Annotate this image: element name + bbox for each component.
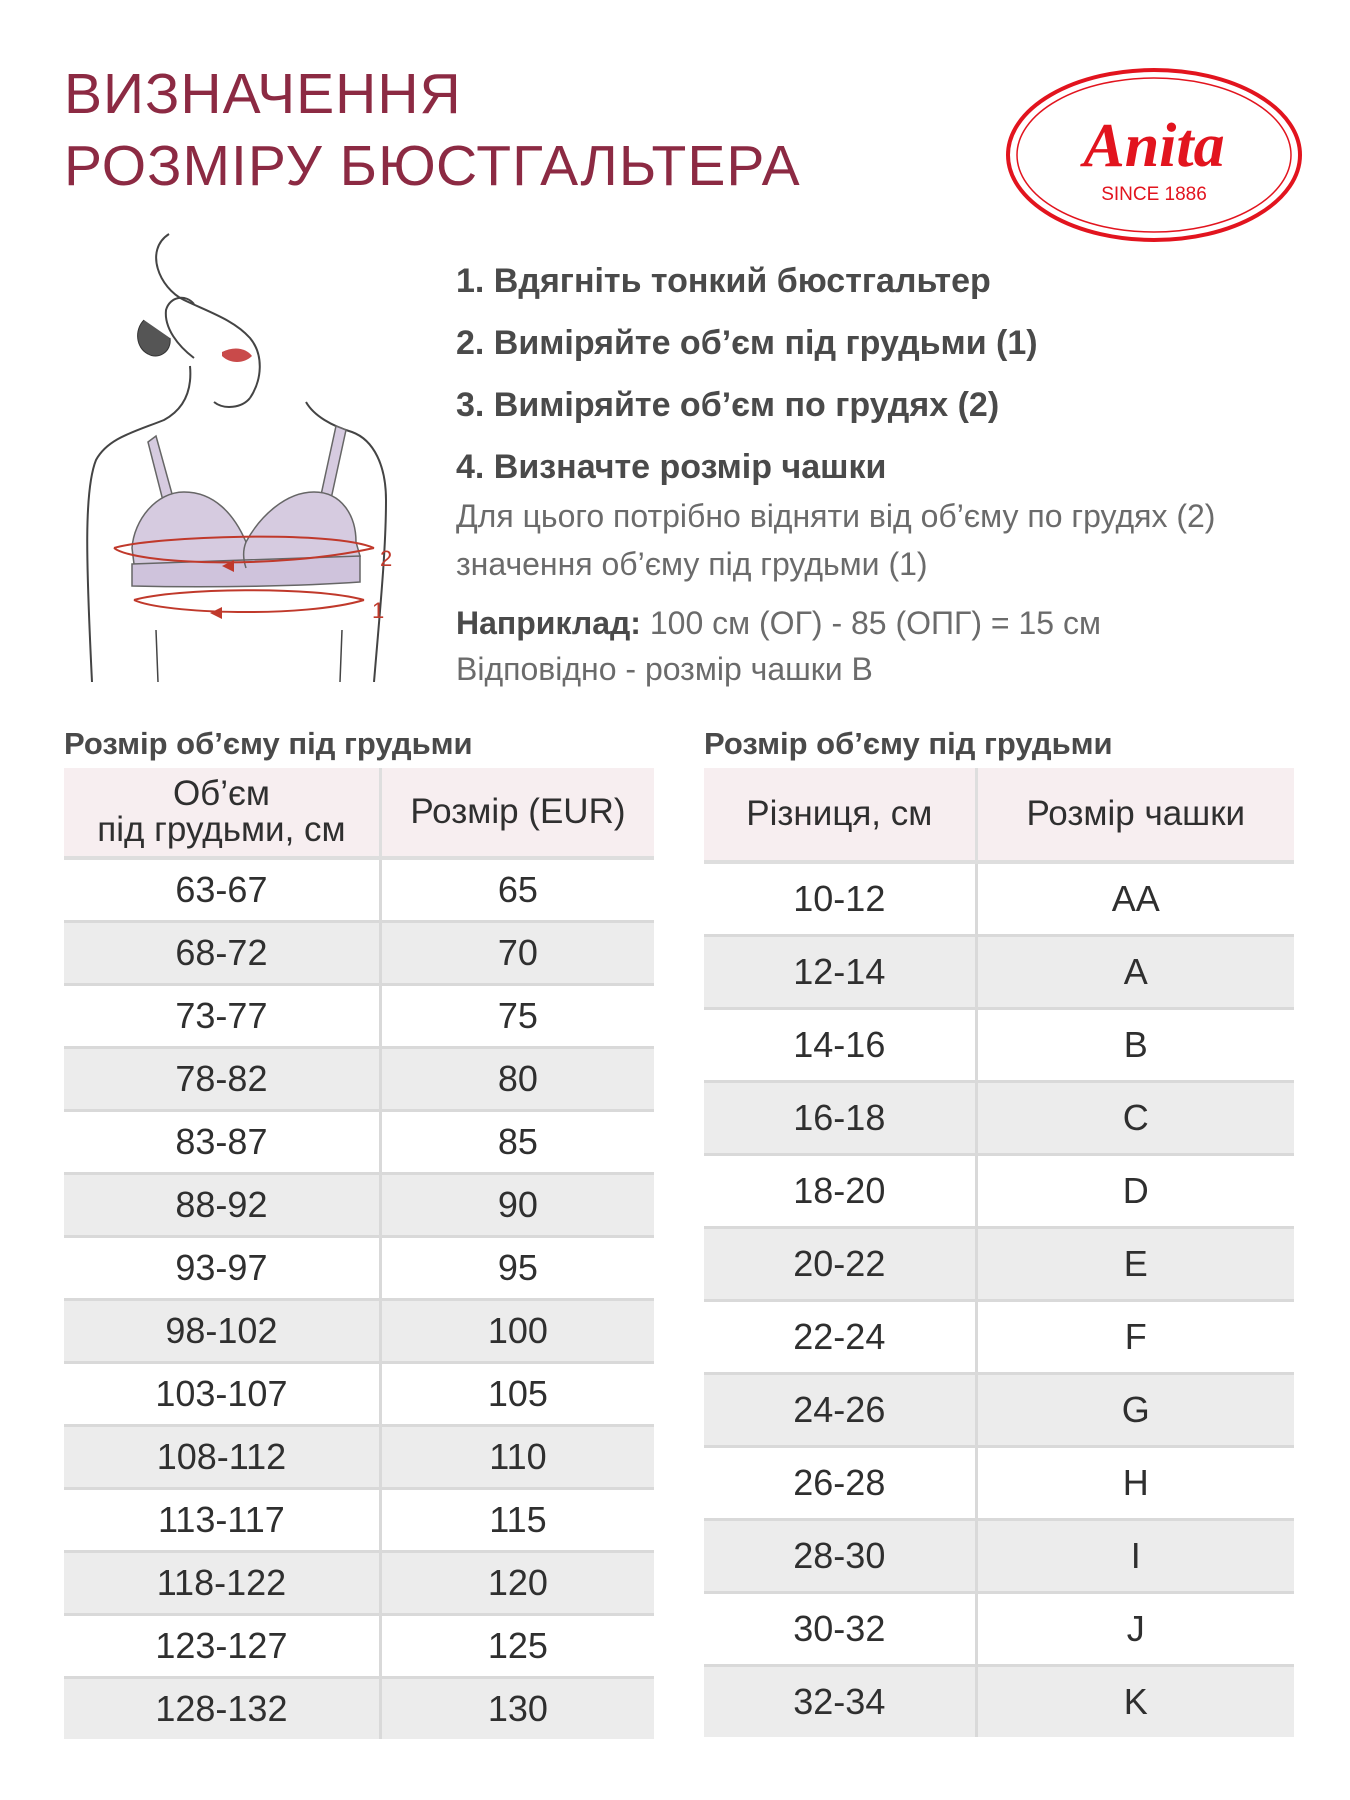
size-cell: J (978, 1594, 1294, 1667)
band-table-row (64, 860, 654, 923)
band-table-row (64, 1616, 654, 1679)
range-cell: 93-97 (64, 1238, 382, 1301)
band-table-row (64, 1679, 654, 1739)
size-cell: 125 (382, 1616, 654, 1679)
cup-table-row (704, 1229, 1294, 1302)
cup-table-row (704, 1667, 1294, 1737)
range-cell: 88-92 (64, 1175, 382, 1238)
size-cell: 75 (382, 986, 654, 1049)
size-cell: 120 (382, 1553, 654, 1616)
cup-table-row (704, 1594, 1294, 1667)
range-cell: 32-34 (704, 1667, 978, 1737)
range-cell: 123-127 (64, 1616, 382, 1679)
size-cell: 95 (382, 1238, 654, 1301)
range-cell: 16-18 (704, 1083, 978, 1156)
range-cell: 68-72 (64, 923, 382, 986)
measure-label-1: 1 (372, 598, 385, 623)
cup-table-row (704, 864, 1294, 937)
cup-table-row (704, 1156, 1294, 1229)
example-result: Відповідно - розмір чашки В (456, 651, 873, 687)
instructions (456, 262, 1316, 692)
band-table-row (64, 1553, 654, 1616)
range-cell: 30-32 (704, 1594, 978, 1667)
logo-brand: Anita (1083, 112, 1225, 180)
size-cell: 115 (382, 1490, 654, 1553)
example (456, 600, 1316, 692)
cup-table-row (704, 1083, 1294, 1156)
size-cell: 65 (382, 860, 654, 923)
band-header-line-2: під грудьми, см (97, 810, 346, 849)
size-cell: 130 (382, 1679, 654, 1739)
size-cell: 110 (382, 1427, 654, 1490)
step-1: 1. Вдягніть тонкий бюстгальтер (456, 262, 991, 300)
step-2: 2. Виміряйте об’єм під грудьми (1) (456, 324, 1038, 362)
cup-table-row (704, 1375, 1294, 1448)
size-cell: E (978, 1229, 1294, 1302)
size-cell: 85 (382, 1112, 654, 1175)
size-cell: 80 (382, 1049, 654, 1112)
range-cell: 22-24 (704, 1302, 978, 1375)
size-cell: G (978, 1375, 1294, 1448)
band-table-header (64, 768, 654, 860)
range-cell: 18-20 (704, 1156, 978, 1229)
size-cell: D (978, 1156, 1294, 1229)
size-cell: 100 (382, 1301, 654, 1364)
size-cell: 70 (382, 923, 654, 986)
size-cell: A (978, 937, 1294, 1010)
measurement-illustration (74, 230, 434, 682)
cup-header-difference: Різниця, см (704, 768, 978, 864)
range-cell: 108-112 (64, 1427, 382, 1490)
step-4-desc-line-1: Для цього потрібно відняти від об’єму по грудях (2) (456, 498, 1216, 534)
size-cell: 90 (382, 1175, 654, 1238)
band-table-row (64, 1112, 654, 1175)
title-line-2: РОЗМІРУ БЮСТГАЛЬТЕРА (64, 134, 801, 198)
cup-table-row (704, 1448, 1294, 1521)
range-cell: 26-28 (704, 1448, 978, 1521)
range-cell: 103-107 (64, 1364, 382, 1427)
title-line-1: ВИЗНАЧЕННЯ (64, 62, 462, 126)
range-cell: 63-67 (64, 860, 382, 923)
range-cell: 78-82 (64, 1049, 382, 1112)
cup-table-row (704, 1521, 1294, 1594)
measure-label-2: 2 (380, 546, 393, 571)
band-header-eur: Розмір (EUR) (382, 768, 654, 860)
cup-table-row (704, 1302, 1294, 1375)
anita-logo (1004, 66, 1304, 244)
step-3: 3. Виміряйте об’єм по грудях (2) (456, 386, 1000, 424)
band-table-row (64, 1427, 654, 1490)
example-label: Наприклад: (456, 605, 641, 641)
size-cell: B (978, 1010, 1294, 1083)
range-cell: 20-22 (704, 1229, 978, 1302)
band-size-table (64, 768, 654, 1739)
band-table-row (64, 986, 654, 1049)
band-header-line-1: Об’єм (172, 774, 270, 813)
size-cell: I (978, 1521, 1294, 1594)
band-table-row (64, 923, 654, 986)
step-4-desc-line-2: значення об’єму під грудьми (1) (456, 546, 928, 582)
range-cell: 118-122 (64, 1553, 382, 1616)
cup-size-table (704, 768, 1294, 1737)
example-text: 100 см (ОГ) - 85 (ОПГ) = 15 см (640, 605, 1101, 641)
size-cell: C (978, 1083, 1294, 1156)
size-cell: 105 (382, 1364, 654, 1427)
band-table-row (64, 1364, 654, 1427)
size-cell: H (978, 1448, 1294, 1521)
size-cell: F (978, 1302, 1294, 1375)
size-cell: AA (978, 864, 1294, 937)
step-4: 4. Визначте розмір чашки (456, 448, 887, 486)
range-cell: 73-77 (64, 986, 382, 1049)
range-cell: 98-102 (64, 1301, 382, 1364)
cup-table-header (704, 768, 1294, 864)
cup-table-row (704, 1010, 1294, 1083)
range-cell: 24-26 (704, 1375, 978, 1448)
range-cell: 10-12 (704, 864, 978, 937)
band-table-row (64, 1238, 654, 1301)
band-table-row (64, 1301, 654, 1364)
logo-since: SINCE 1886 (1101, 184, 1207, 205)
band-table-caption: Розмір об’єму під грудьми (64, 726, 473, 761)
cup-table-caption: Розмір об’єму під грудьми (704, 726, 1113, 761)
band-table-row (64, 1049, 654, 1112)
band-table-row (64, 1175, 654, 1238)
cup-header-cup: Розмір чашки (978, 768, 1294, 864)
range-cell: 83-87 (64, 1112, 382, 1175)
cup-table-row (704, 937, 1294, 1010)
band-header-underbust (64, 768, 382, 860)
range-cell: 113-117 (64, 1490, 382, 1553)
range-cell: 28-30 (704, 1521, 978, 1594)
page-title (64, 58, 801, 202)
size-cell: K (978, 1667, 1294, 1737)
range-cell: 14-16 (704, 1010, 978, 1083)
range-cell: 12-14 (704, 937, 978, 1010)
band-table-row (64, 1490, 654, 1553)
range-cell: 128-132 (64, 1679, 382, 1739)
